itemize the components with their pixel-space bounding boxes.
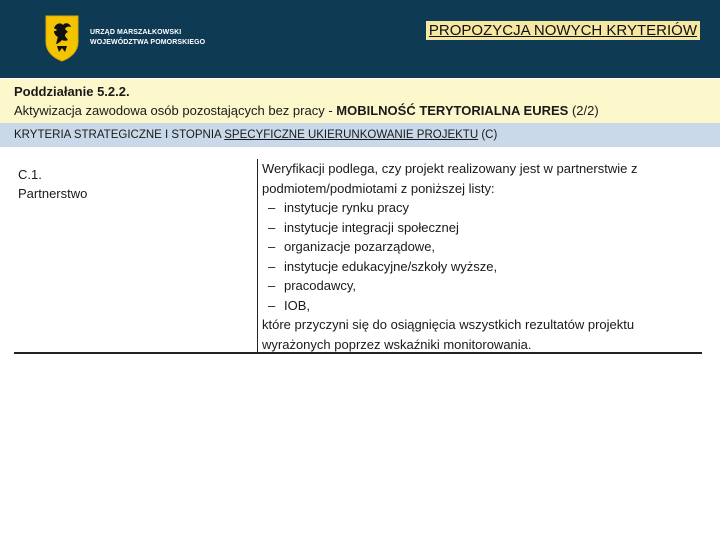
criterion-name: Partnerstwo (18, 186, 88, 201)
list-item-text: instytucje rynku pracy (284, 200, 409, 215)
description-bold: MOBILNOŚĆ TERYTORIALNA EURES (336, 103, 569, 118)
list-item (262, 237, 702, 257)
page-title: PROPOZYCJA NOWYCH KRYTERIÓW (426, 21, 700, 40)
list-dash: – (268, 258, 276, 274)
list-dash: – (268, 200, 276, 215)
list-item (262, 198, 702, 218)
subaction-title: Poddziałanie 5.2.2. (14, 84, 130, 99)
list-dash: – (268, 219, 276, 235)
criteria-category-band (0, 123, 720, 147)
criterion-code: C.1. (18, 167, 42, 182)
category-underlined: SPECYFICZNE UKIERUNKOWANIE PROJEKTU (224, 129, 479, 141)
list-dash: – (268, 239, 276, 254)
criterion-name-cell (14, 159, 258, 352)
list-item-text: pracodawcy, (284, 278, 357, 293)
partner-list (262, 198, 702, 315)
criterion-outro: które przyczyni się do osiągnięcia wszystkich rezultatów projektu wyrażonych poprzez wskaźniki monitorowania. (262, 317, 635, 352)
description-prefix: Aktywizacja zawodowa osób pozostających bez pracy - (14, 103, 337, 118)
coat-of-arms-icon (44, 14, 80, 62)
logo-text-line1: URZĄD MARSZAŁKOWSKI (90, 29, 182, 36)
list-item-text: organizacje pozarządowe, (284, 239, 436, 254)
list-item (262, 218, 702, 238)
list-item (262, 257, 702, 277)
header-bar (0, 0, 720, 78)
category-suffix: (C) (478, 129, 498, 141)
list-item-text: instytucje edukacyjne/szkoły wyższe, (284, 258, 498, 274)
description-suffix: (2/2) (568, 103, 599, 118)
criteria-table (14, 159, 702, 354)
list-item (262, 276, 702, 296)
list-dash: – (268, 297, 276, 313)
category-prefix: KRYTERIA STRATEGICZNE I STOPNIA (14, 129, 225, 141)
subaction-description (14, 101, 706, 120)
list-item-text: instytucje integracji społecznej (284, 219, 459, 235)
list-item-text: IOB, (284, 297, 311, 313)
list-dash: – (268, 278, 276, 293)
logo (44, 14, 210, 62)
list-item (262, 296, 702, 316)
criterion-intro: Weryfikacji podlega, czy projekt realizowany jest w partnerstwie z podmiotem/podmiotami z poniższej listy: (262, 161, 638, 196)
criterion-description-cell (262, 159, 702, 354)
logo-text-line2: WOJEWÓDZTWA POMORSKIEGO (90, 39, 206, 46)
subaction-band (0, 79, 720, 123)
